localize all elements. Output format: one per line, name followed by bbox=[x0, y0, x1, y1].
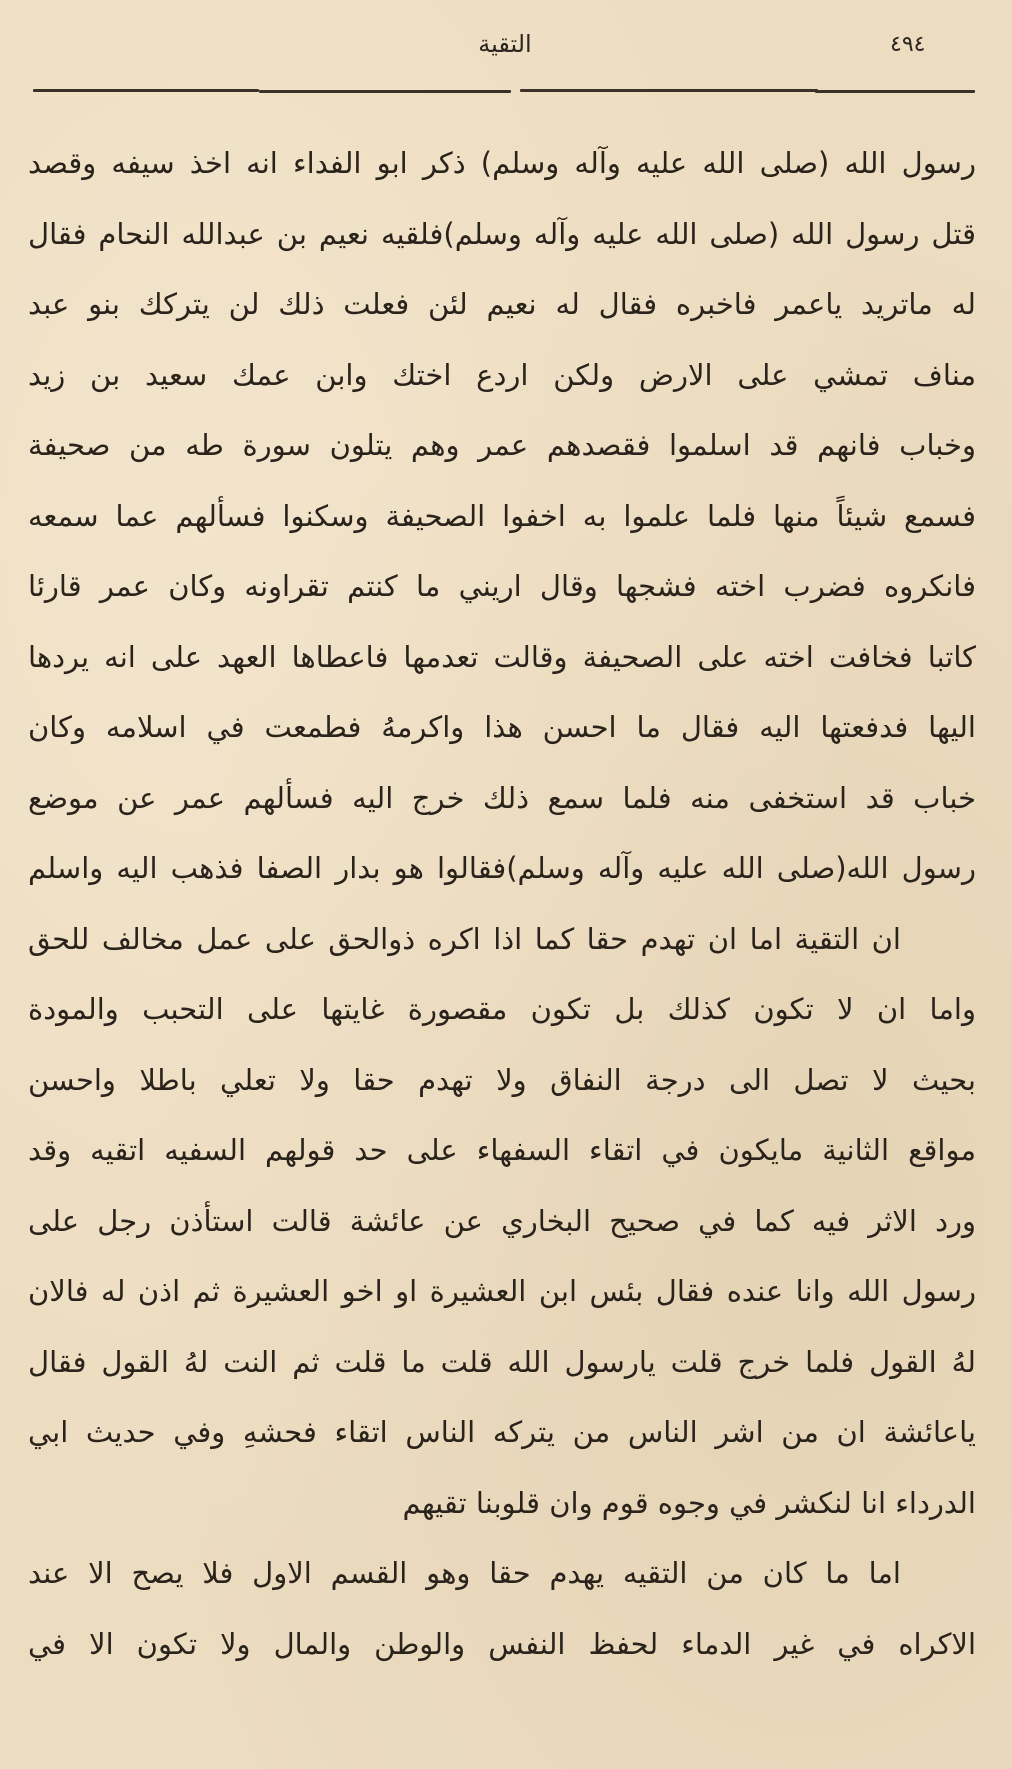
text-line: له ماتريد ياعمر فاخبره فقال له نعيم لئن فعلت ذلك لن يتركك بنو عبد bbox=[28, 287, 976, 321]
text-line: رسول الله وانا عنده فقال بئس ابن العشيرة او اخو العشيرة ثم اذن له فالان bbox=[28, 1274, 976, 1308]
text-line: اليها فدفعتها اليه فقال ما احسن هذا واكرمهُ فطمعت في اسلامه وكان bbox=[28, 710, 976, 744]
text-line: مواقع الثانية مايكون في اتقاء السفهاء على حد قولهم السفيه اتقيه وقد bbox=[28, 1133, 976, 1167]
running-header bbox=[0, 28, 1012, 68]
text-line: ورد الاثر فيه كما في صحيح البخاري عن عائشة قالت استأذن رجل على bbox=[28, 1203, 976, 1238]
header-rule-segment bbox=[815, 90, 975, 93]
body-text bbox=[28, 128, 976, 1679]
text-line: الاكراه في غير الدماء لحفظ النفس والوطن والمال ولا تكون الا في bbox=[28, 1626, 976, 1661]
paragraph-start-line: ان التقية اما ان تهدم حقا كما اذا اكره ذوالحق على عمل مخالف للحق bbox=[28, 921, 901, 956]
text-line: رسول الله(صلى الله عليه وآله وسلم)فقالوا هو بدار الصفا فذهب اليه واسلم bbox=[28, 851, 976, 885]
running-title: التقية bbox=[478, 30, 532, 58]
paragraph-start-line: اما ما كان من التقيه يهدم حقا وهو القسم الاول فلا يصح الا عند bbox=[28, 1556, 901, 1590]
text-line: خباب قد استخفى منه فلما سمع ذلك خرج اليه فسألهم عمر عن موضع bbox=[28, 780, 976, 815]
text-line: وخباب فانهم قد اسلموا فقصدهم عمر وهم يتلون سورة طه من صحيفة bbox=[28, 428, 976, 462]
header-rule-segment bbox=[520, 89, 818, 92]
header-rule-segment bbox=[33, 89, 259, 92]
text-line: فسمع شيئاً منها فلما علموا به اخفوا الصحيفة وسكنوا فسألهم عما سمعه bbox=[28, 498, 976, 533]
header-rule-segment bbox=[259, 90, 511, 93]
text-line: فانكروه فضرب اخته فشجها وقال اريني ما كنتم تقراونه وكان عمر قارئا bbox=[28, 569, 976, 603]
page-number: ٤٩٤ bbox=[890, 32, 926, 57]
text-line: قتل رسول الله (صلى الله عليه وآله وسلم)فلقيه نعيم بن عبدالله النحام فقال bbox=[28, 216, 976, 251]
text-line: ياعائشة ان من اشر الناس من يتركه الناس اتقاء فحشهِ وفي حديث ابي bbox=[28, 1415, 976, 1449]
text-line: رسول الله (صلى الله عليه وآله وسلم) ذكر ابو الفداء انه اخذ سيفه وقصد bbox=[28, 146, 976, 180]
text-line: واما ان لا تكون كذلك بل تكون مقصورة غايتها على التحبب والمودة bbox=[28, 992, 976, 1026]
text-line: لهُ القول فلما خرج قلت يارسول الله قلت ما قلت ثم النت لهُ القول فقال bbox=[28, 1344, 976, 1379]
text-line: كاتبا فخافت اخته على الصحيفة وقالت تعدمها فاعطاها العهد على انه يردها bbox=[28, 639, 976, 674]
text-line: مناف تمشي على الارض ولكن اردع اختك وابن عمك سعيد بن زيد bbox=[28, 357, 976, 392]
text-line: بحيث لا تصل الى درجة النفاق ولا تهدم حقا ولا تعلي باطلا واحسن bbox=[28, 1062, 976, 1097]
paragraph-end-line: الدرداء انا لنكشر في وجوه قوم وان قلوبنا تقيهم bbox=[402, 1485, 976, 1520]
